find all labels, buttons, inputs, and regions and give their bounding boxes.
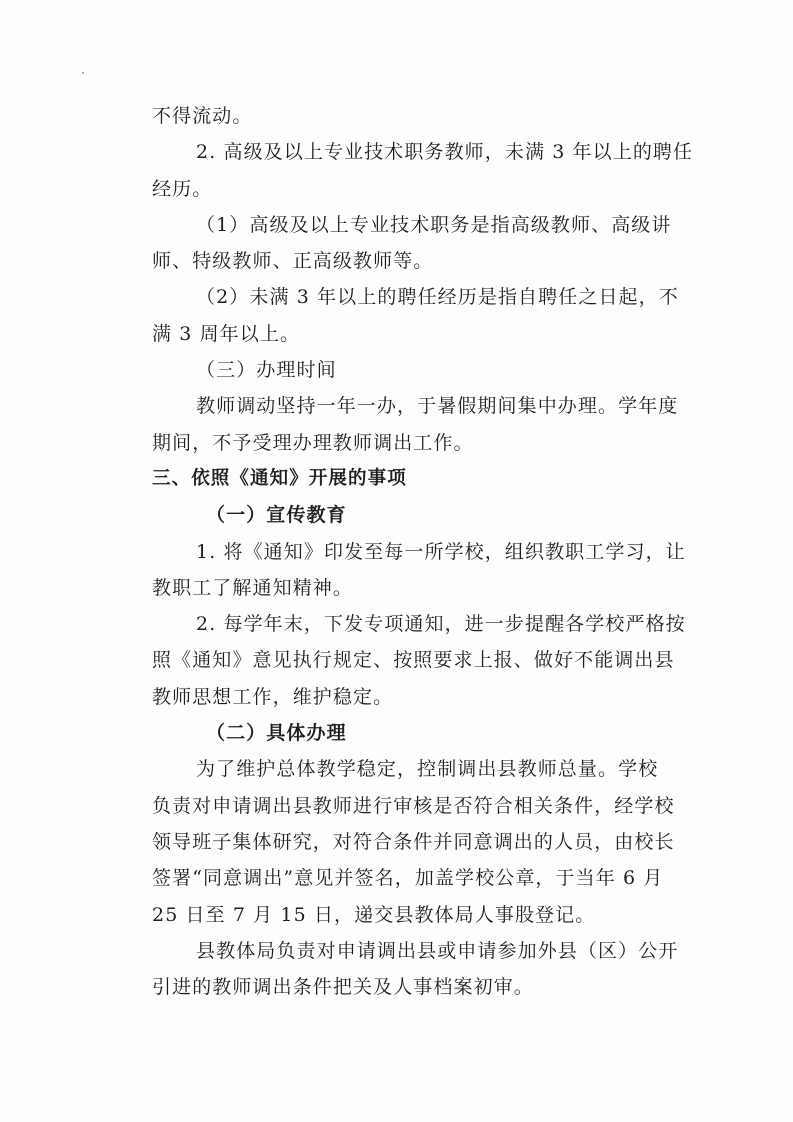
paragraph-line: 25 日至 7 月 15 日，递交县教体局人事股登记。: [152, 903, 596, 926]
section-heading: 三、依照《通知》开展的事项: [152, 467, 407, 489]
paragraph-line: 经历。: [152, 177, 213, 200]
paragraph-first-line: 为了维护总体教学稳定，控制调出县教师总量。学校: [196, 758, 659, 781]
paragraph-line: 教师思想工作，维护稳定。: [152, 685, 394, 708]
scan-speck: [82, 72, 84, 74]
paragraph-line: 引进的教师调出条件把关及人事档案初审。: [152, 976, 534, 999]
paragraph-line: 师、特级教师、正高级教师等。: [152, 250, 434, 273]
paragraph-line: 领导班子集体研究，对符合条件并同意调出的人员，由校长: [152, 830, 675, 853]
document-body: [152, 98, 697, 1005]
paragraph-line: 不得流动。: [152, 105, 253, 127]
paragraph-line: 签署“同意调出”意见并签名，加盖学校公章，于当年 6 月: [152, 867, 664, 890]
paragraph-line: 照《通知》意见执行规定、按照要求上报、做好不能调出县: [152, 649, 675, 672]
paragraph-first-line: 2. 高级及以上专业技术职务教师，未满 3 年以上的聘任: [196, 141, 694, 164]
paragraph-line: 满 3 周年以上。: [152, 322, 301, 345]
subsection-heading: （二）具体办理: [206, 722, 347, 745]
paragraph-first-line: 教师调动坚持一年一办，于暑假期间集中办理。学年度: [196, 395, 679, 418]
subsection-heading: （一）宣传教育: [206, 504, 347, 527]
paragraph-first-line: 2. 每学年末，下发专项通知，进一步提醒各学校严格按: [196, 613, 686, 636]
paragraph-first-line: 1. 将《通知》印发至每一所学校，组织教职工学习，让: [196, 540, 686, 563]
paragraph-line: 期间，不予受理办理教师调出工作。: [152, 431, 474, 454]
paragraph-line: 负责对申请调出县教师进行审核是否符合相关条件，经学校: [152, 794, 675, 817]
paragraph-line: 教职工了解通知精神。: [152, 576, 354, 599]
paragraph-first-line: （1）高级及以上专业技术职务是指高级教师、高级讲: [196, 213, 672, 236]
paragraph-first-line: （2）未满 3 年以上的聘任经历是指自聘任之日起，不: [196, 286, 679, 309]
subsection-heading: （三）办理时间: [196, 359, 337, 382]
paragraph-first-line: 县教体局负责对申请调出县或申请参加外县（区）公开: [196, 939, 679, 962]
